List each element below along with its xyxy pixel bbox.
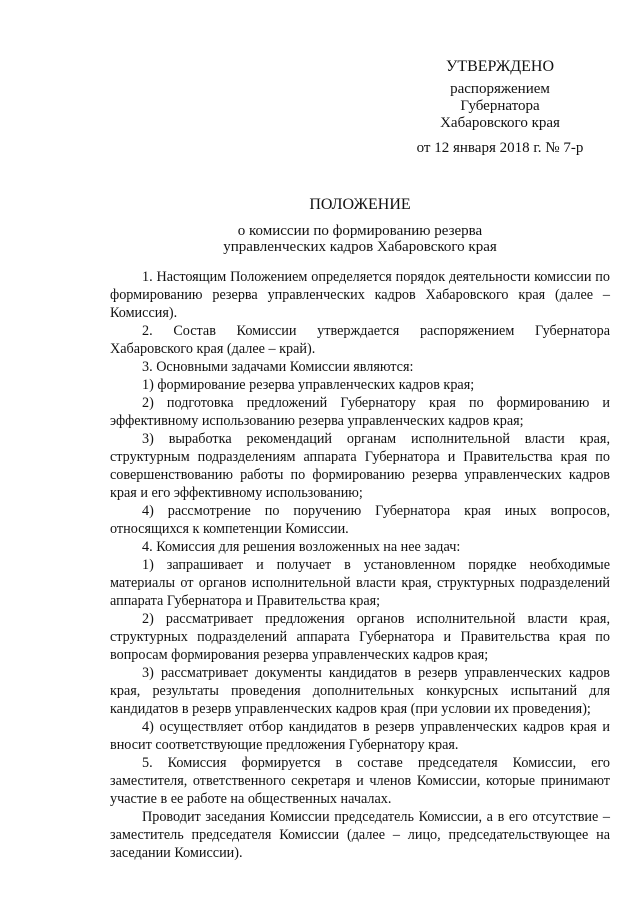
paragraph-7: 4) рассмотрение по поручению Губернатора края иных вопросов, относящихся к компетенции Комиссии.: [110, 503, 610, 537]
document-title: ПОЛОЖЕНИЕ: [309, 196, 411, 213]
approval-line-2: Губернатора: [460, 98, 540, 114]
paragraph-13: 5. Комиссия формируется в составе председателя Комиссии, его заместителя, ответственного секретаря и членов Комиссии, которые принимают участие в ее работе на общественных началах.: [110, 755, 610, 807]
document-body: [110, 268, 610, 862]
approval-line-1: распоряжением: [450, 81, 550, 97]
document-subtitle-line-2: управленческих кадров Хабаровского края: [223, 239, 497, 255]
paragraph-9: 1) запрашивает и получает в установленном порядке необходимые материалы от органов исполнительной власти края, структурных подразделений аппарата Губернатора и Правительства края;: [110, 557, 610, 609]
paragraph-2: 2. Состав Комиссии утверждается распоряжением Губернатора Хабаровского края (далее – край).: [110, 323, 610, 357]
paragraph-14: Проводит заседания Комиссии председатель Комиссии, а в его отсутствие – заместитель председателя Комиссии (далее – лицо, председательствующее на заседании Комиссии).: [110, 809, 610, 861]
paragraph-6: 3) выработка рекомендаций органам исполнительной власти края, структурным подразделениям аппарата Губернатора и Правительства края по совершенствованию работы по формированию резерва управленческих кадров края и его эффективному использованию;: [110, 431, 610, 501]
approval-stamp: [390, 58, 610, 157]
paragraph-1: 1. Настоящим Положением определяется порядок деятельности комиссии по формированию резерва управленческих кадров Хабаровского края (далее – Комиссия).: [110, 269, 610, 321]
paragraph-8: 4. Комиссия для решения возложенных на нее задач:: [142, 539, 461, 555]
approval-heading: УТВЕРЖДЕНО: [445, 58, 554, 75]
paragraph-11: 3) рассматривает документы кандидатов в резерв управленческих кадров края, результаты проведения дополнительных конкурсных испытаний для кандидатов в резерв управленческих кадров края (при условии их проведения);: [110, 665, 610, 717]
approval-line-3: Хабаровского края: [440, 115, 560, 131]
paragraph-3: 3. Основными задачами Комиссии являются:: [142, 359, 414, 375]
paragraph-4: 1) формирование резерва управленческих кадров края;: [142, 377, 475, 393]
approval-date: от 12 января 2018 г. № 7-р: [416, 140, 584, 156]
paragraph-10: 2) рассматривает предложения органов исполнительной власти края, структурных подразделений аппарата Губернатора и Правительства края по вопросам формирования резерва управленческих кадров края;: [110, 611, 610, 663]
paragraph-5: 2) подготовка предложений Губернатору края по формированию и эффективному использованию резерва управленческих кадров края;: [110, 395, 610, 429]
document-subtitle-line-1: о комиссии по формированию резерва: [237, 223, 483, 239]
document-title-block: [100, 197, 620, 255]
paragraph-12: 4) осуществляет отбор кандидатов в резерв управленческих кадров края и вносит соответствующие предложения Губернатору края.: [110, 719, 610, 753]
